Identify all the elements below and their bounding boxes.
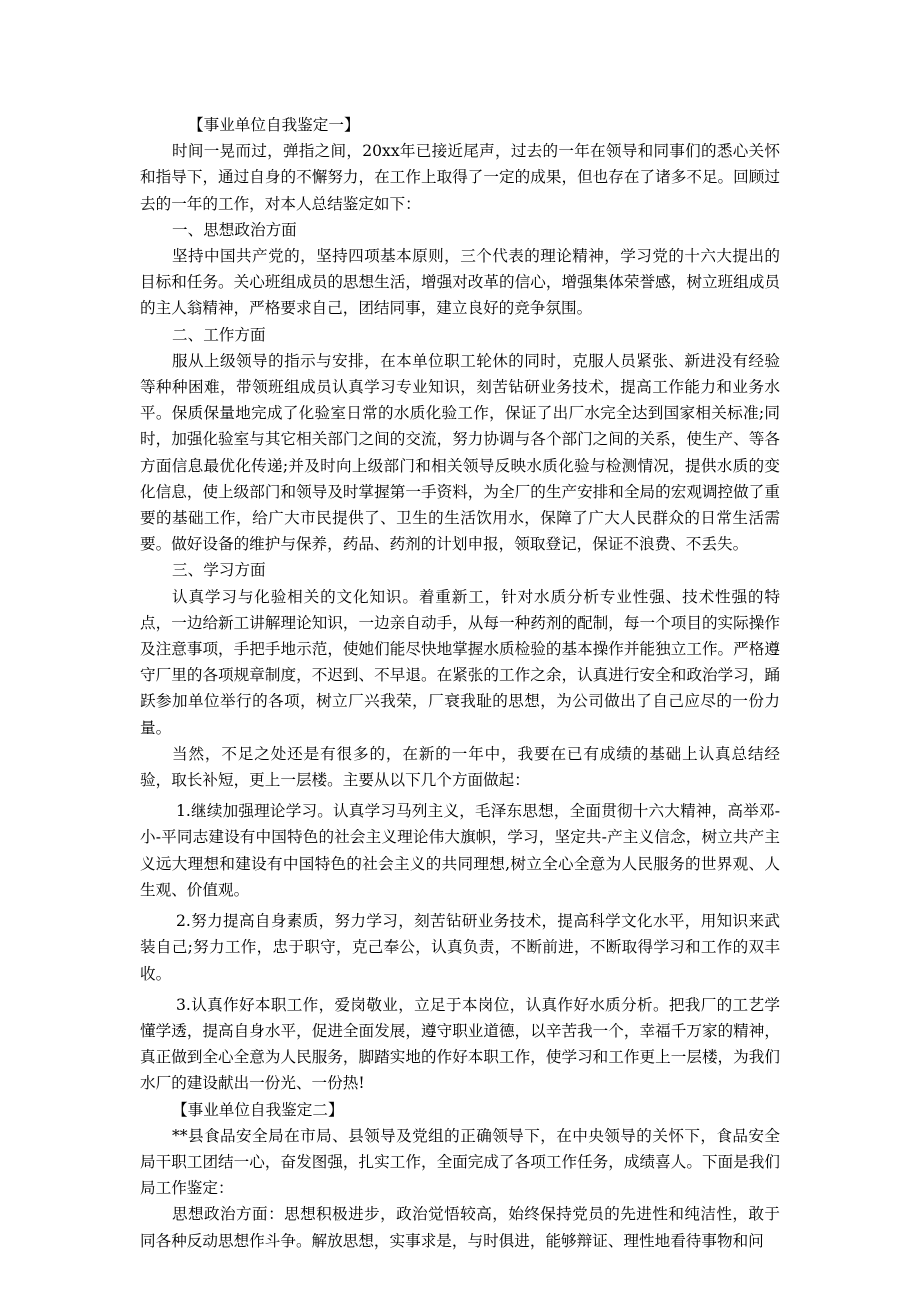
shortcomings-paragraph: 当然，不足之处还是有很多的，在新的一年中，我要在已有成绩的基础上认真总结经验，取长补短，更上一层楼。主要从以下几个方面做起： xyxy=(140,744,780,790)
heading-political: 一、思想政治方面 xyxy=(172,220,297,239)
section2-title: 【事业单位自我鉴定二】 xyxy=(172,1100,344,1119)
intro-paragraph: 时间一晃而过，弹指之间，20xx年已接近尾声，过去的一年在领导和同事们的悉心关怀和指导下，通过自身的不懈努力，在工作上取得了一定的成果，但也存在了诸多不足。回顾过去的一年的工作，对本人总结鉴定如下： xyxy=(140,142,780,213)
political-paragraph: 坚持中国共产党的，坚持四项基本原则，三个代表的理论精神，学习党的十六大提出的目标和任务。关心班组成员的思想生活，增强对改革的信心，增强集体荣誉感，树立班组成员的主人翁精神，严格要求自己，团结同事，建立良好的竞争氛围。 xyxy=(140,247,780,318)
study-paragraph: 认真学习与化验相关的文化知识。着重新工，针对水质分析专业性强、技术性强的特点，一边给新工讲解理论知识，一边亲自动手，从每一种药剂的配制，每一个项目的实际操作及注意事项，手把手地示范，使她们能尽快地掌握水质检验的基本操作并能独立工作。严格遵守厂里的各项规章制度，不迟到、不早退。在紧张的工作之余，认真进行安全和政治学习，踊跃参加单位举行的各项，树立厂兴我荣，厂衰我耻的思想，为公司做出了自己应尽的一份力量。 xyxy=(140,587,780,737)
section1-title: 【事业单位自我鉴定一】 xyxy=(188,116,360,134)
list-item-quality: 2.努力提高自身素质，努力学习，刻苦钻研业务技术，提高科学文化水平，用知识来武装自己;努力工作，忠于职守，克己奉公，认真负责，不断前进，不断取得学习和工作的双丰收。 xyxy=(140,912,780,983)
work-paragraph: 服从上级领导的指示与安排，在本单位职工轮休的同时，克服人员紧张、新进没有经验等种种困难，带领班组成员认真学习专业知识，刻苦钻研业务技术，提高工作能力和业务水平。保质保量地完成了化验室日常的水质化验工作，保证了出厂水完全达到国家相关标准;同时，加强化验室与其它相关部门之间的交流，努力协调与各个部门之间的关系，使生产、等各方面信息最优化传递;并及时向上级部门和相关领导反映水质化验与检测情况，提供水质的变化信息，使上级部门和领导及时掌握第一手资料，为全厂的生产安排和全局的宏观调控做了重要的基础工作，给广大市民提供了、卫生的生活饮用水，保障了广大人民群众的日常生活需要。做好设备的维护与保养，药品、药剂的计划申报，领取登记，保证不浪费、不丢失。 xyxy=(140,351,780,554)
list-item-duty: 3.认真作好本职工作，爱岗敬业，立足于本岗位，认真作好水质分析。把我厂的工艺学懂学透，提高自身水平，促进全面发展，遵守职业道德，以辛苦我一个，幸福千万家的精神，真正做到全心全意为人民服务，脚踏实地的作好本职工作，使学习和工作更上一层楼，为我们水厂的建设献出一份光、一份热! xyxy=(140,995,780,1093)
document-body xyxy=(140,112,780,1254)
bureau-paragraph: **县食品安全局在市局、县领导及党组的正确领导下，在中央领导的关怀下，食品安全局干职工团结一心，奋发图强，扎实工作，全面完成了各项工作任务，成绩喜人。下面是我们局工作鉴定： xyxy=(140,1126,780,1198)
heading-study: 三、学习方面 xyxy=(172,561,266,580)
list-item-theory: 1.继续加强理论学习。认真学习马列主义，毛泽东思想，全面贯彻十六大精神，高举邓-小-平同志建设有中国特色的社会主义理论伟大旗帜，学习，坚定共-产主义信念，树立共产主义远大理想和建设有中国特色的社会主义的共同理想,树立全心全意为人民服务的世界观、人生观、价值观。 xyxy=(140,802,780,899)
heading-work: 二、工作方面 xyxy=(172,325,266,344)
political-aspect-paragraph: 思想政治方面：思想积极进步，政治觉悟较高，始终保持党员的先进性和纯洁性，敢于同各种反动思想作斗争。解放思想，实事求是，与时俱进，能够辩证、理性地看待事物和问 xyxy=(140,1205,780,1250)
